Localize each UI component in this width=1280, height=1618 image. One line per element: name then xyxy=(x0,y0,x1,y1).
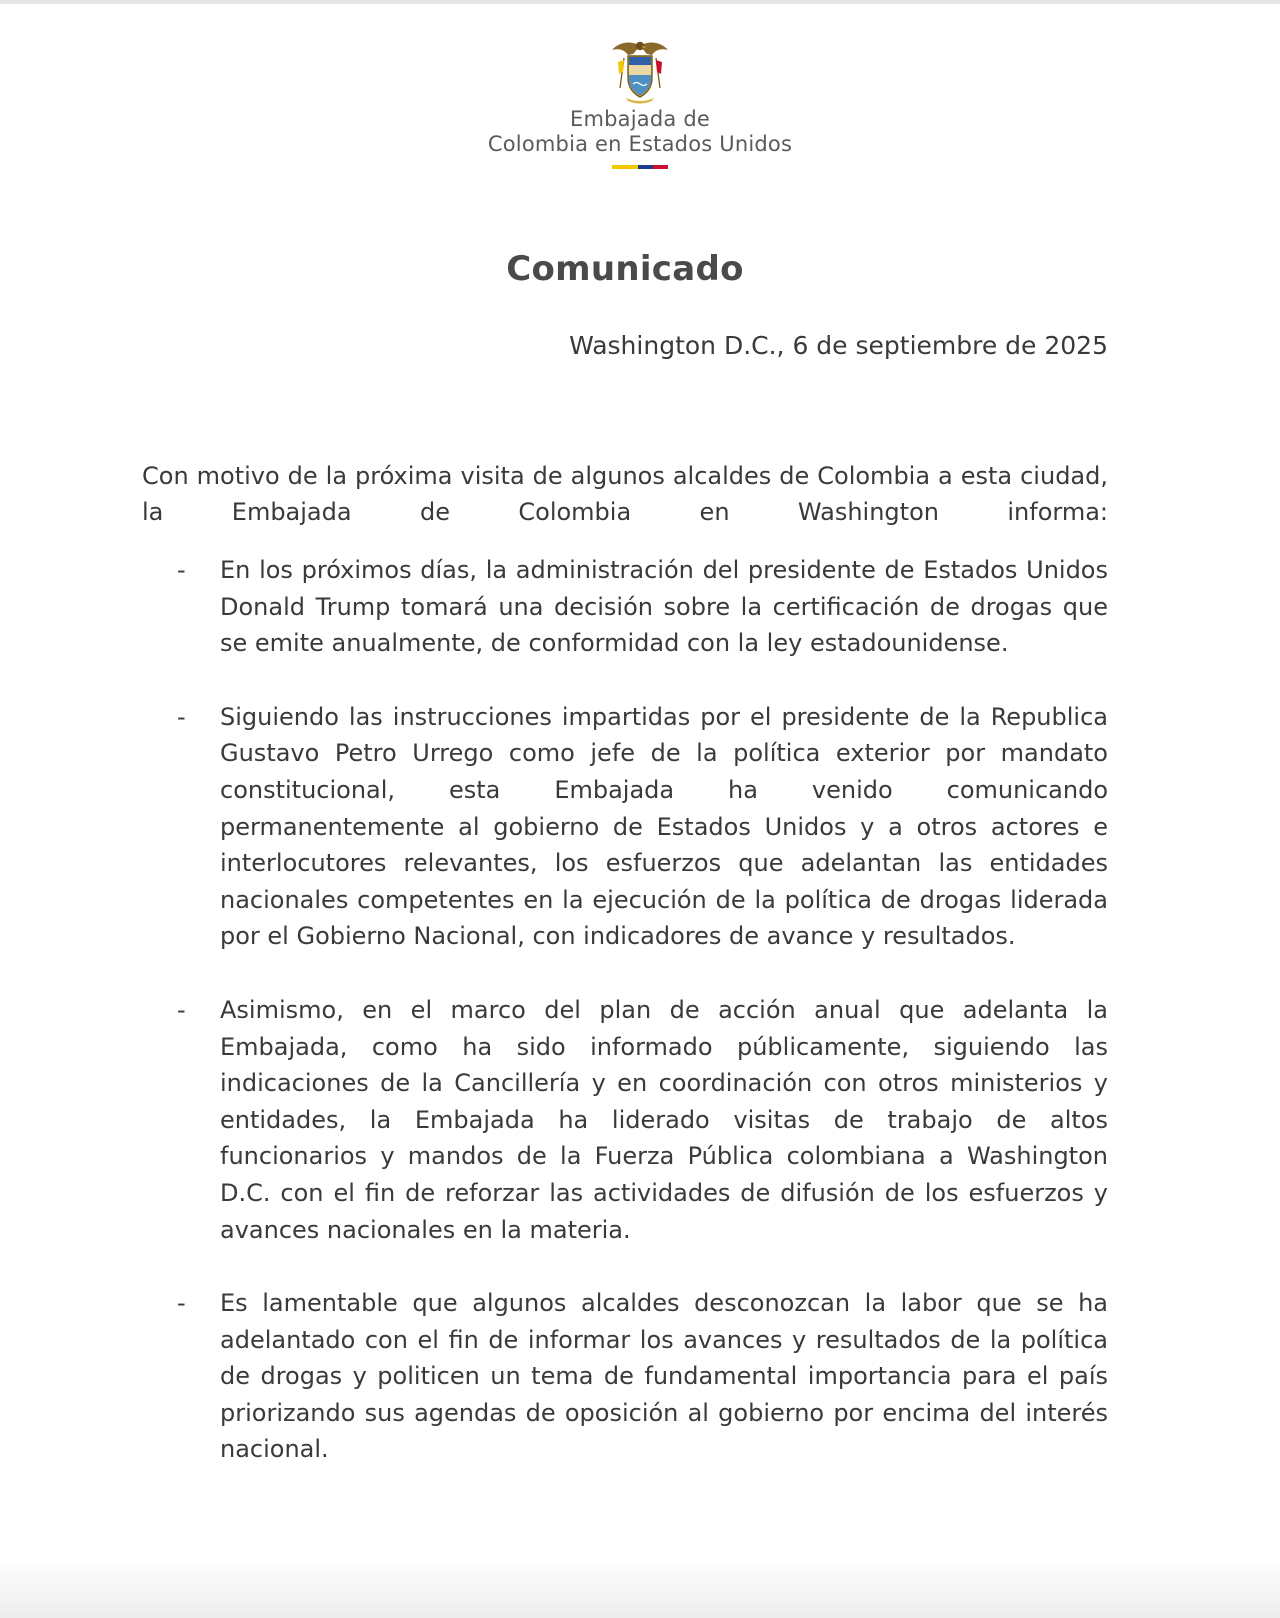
flag-stripe-red xyxy=(653,165,668,169)
intro-paragraph: Con motivo de la próxima visita de algunos alcaldes de Colombia a esta ciudad, la Embajada de Colombia en Washington informa: xyxy=(142,462,1108,526)
letterhead xyxy=(0,38,1280,169)
bullet-dash: - xyxy=(177,1289,186,1318)
org-name-line1: Embajada de xyxy=(570,107,710,131)
dateline: Washington D.C., 6 de septiembre de 2025 xyxy=(569,331,1108,360)
flag-stripe-yellow xyxy=(612,165,638,169)
bullet-dash: - xyxy=(177,702,186,731)
flag-stripe-blue xyxy=(638,165,653,169)
org-name-line2: Colombia en Estados Unidos xyxy=(487,132,793,156)
bullet-dash: - xyxy=(177,556,186,584)
statement-item xyxy=(142,1285,1108,1468)
statement-item xyxy=(142,552,1108,662)
bullet-dash: - xyxy=(177,995,186,1024)
document-title: Comunicado xyxy=(506,248,744,289)
statement-text: En los próximos días, la administración del presidente de Estados Unidos Donald Trump tomará una decisión sobre la certificación de drogas que se emite anualmente, de conformidad con la ley estadounidense. xyxy=(220,556,1108,658)
statement-text: Asimismo, en el marco del plan de acción anual que adelanta la Embajada, como ha sido informado públicamente, siguiendo las indicaciones de la Cancillería y en coordinación con otros ministerios y entidades, la Embajada ha liderado visitas de trabajo de altos funcionarios y mandos de la Fuerza Pública colombiana a Washington D.C. con el fin de reforzar las actividades de difusión de los esfuerzos y avances nacionales en la materia. xyxy=(220,995,1108,1244)
colombia-coat-of-arms-icon xyxy=(609,38,671,104)
bottom-edge-shadow xyxy=(0,1558,1280,1618)
statement-text: Es lamentable que algunos alcaldes desconozcan la labor que se ha adelantado con el fin de informar los avances y resultados de la política de drogas y politicen un tema de fundamental importancia para el país priorizando sus agendas de oposición al gobierno por encima del interés nacional. xyxy=(220,1289,1108,1464)
flag-color-bar xyxy=(612,165,668,169)
statement-list xyxy=(142,552,1108,1505)
statement-item xyxy=(142,992,1108,1248)
statement-item xyxy=(142,699,1108,955)
statement-text: Siguiendo las instrucciones impartidas por el presidente de la Republica Gustavo Petro Urrego como jefe de la política exterior por mandato constitucional, esta Embajada ha venido comunicando permanentemente al gobierno de Estados Unidos y a otros actores e interlocutores relevantes, los esfuerzos que adelantan las entidades nacionales competentes en la ejecución de la política de drogas liderada por el Gobierno Nacional, con indicadores de avance y resultados. xyxy=(220,702,1108,951)
top-border xyxy=(0,0,1280,4)
